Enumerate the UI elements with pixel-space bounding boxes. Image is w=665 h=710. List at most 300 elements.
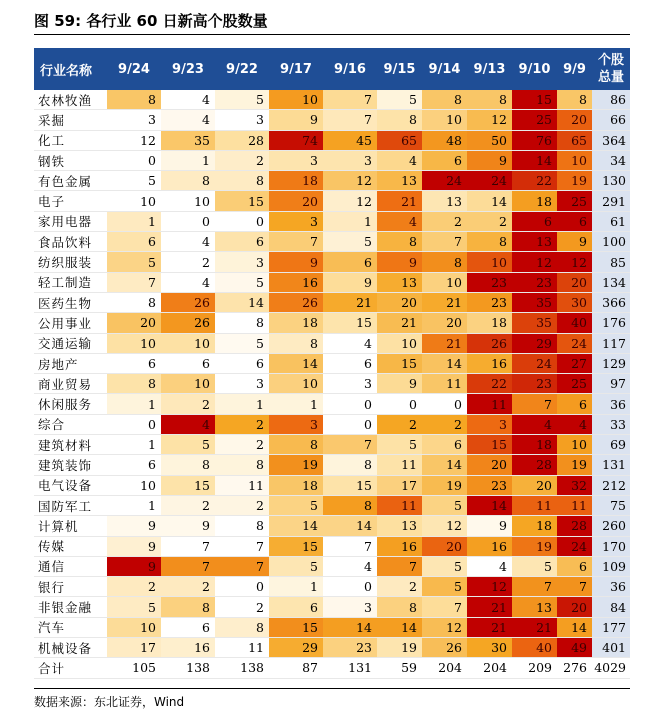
value-cell: 20 bbox=[557, 272, 592, 292]
industry-name: 农林牧渔 bbox=[34, 90, 107, 110]
value-cell: 13 bbox=[512, 597, 557, 617]
value-cell: 27 bbox=[557, 353, 592, 373]
total-cell: 36 bbox=[592, 394, 630, 414]
value-cell: 0 bbox=[215, 577, 269, 597]
value-cell: 8 bbox=[107, 374, 161, 394]
value-cell: 8 bbox=[215, 455, 269, 475]
value-cell: 3 bbox=[215, 252, 269, 272]
value-cell: 11 bbox=[215, 638, 269, 658]
value-cell: 5 bbox=[323, 232, 377, 252]
value-cell: 6 bbox=[107, 353, 161, 373]
value-cell: 8 bbox=[107, 90, 161, 110]
industry-name: 银行 bbox=[34, 577, 107, 597]
value-cell: 13 bbox=[422, 191, 467, 211]
total-cell: 212 bbox=[592, 475, 630, 495]
value-cell: 15 bbox=[323, 313, 377, 333]
value-cell: 8 bbox=[161, 171, 215, 191]
value-cell: 3 bbox=[215, 110, 269, 130]
value-cell: 4 bbox=[377, 211, 422, 231]
value-cell: 11 bbox=[467, 394, 512, 414]
date-header: 9/10 bbox=[512, 48, 557, 90]
table-row bbox=[34, 292, 630, 312]
value-cell: 9 bbox=[557, 232, 592, 252]
value-cell: 15 bbox=[512, 90, 557, 110]
value-cell: 5 bbox=[422, 577, 467, 597]
value-cell: 20 bbox=[557, 597, 592, 617]
value-cell: 26 bbox=[467, 333, 512, 353]
value-cell: 6 bbox=[557, 211, 592, 231]
table-row bbox=[34, 191, 630, 211]
value-cell: 49 bbox=[557, 638, 592, 658]
value-cell: 14 bbox=[269, 516, 323, 536]
value-cell: 0 bbox=[323, 414, 377, 434]
value-cell: 7 bbox=[107, 272, 161, 292]
value-cell: 2 bbox=[422, 211, 467, 231]
table-row bbox=[34, 130, 630, 150]
value-cell: 25 bbox=[557, 374, 592, 394]
total-cell: 176 bbox=[592, 313, 630, 333]
industry-name: 非银金融 bbox=[34, 597, 107, 617]
table-row bbox=[34, 556, 630, 576]
value-cell: 16 bbox=[467, 353, 512, 373]
value-cell: 16 bbox=[377, 536, 422, 556]
value-cell: 1 bbox=[107, 394, 161, 414]
value-cell: 14 bbox=[323, 516, 377, 536]
total-cell: 4029 bbox=[592, 658, 630, 678]
value-cell: 20 bbox=[377, 292, 422, 312]
value-cell: 2 bbox=[377, 577, 422, 597]
value-cell: 8 bbox=[323, 455, 377, 475]
total-cell: 109 bbox=[592, 556, 630, 576]
source-note: 数据来源：东北证券，Wind bbox=[34, 695, 185, 709]
value-cell: 8 bbox=[467, 90, 512, 110]
value-cell: 35 bbox=[512, 292, 557, 312]
value-cell: 8 bbox=[215, 313, 269, 333]
total-header: 个股总量 bbox=[592, 48, 630, 90]
value-cell: 35 bbox=[512, 313, 557, 333]
value-cell: 138 bbox=[215, 658, 269, 678]
total-cell: 364 bbox=[592, 130, 630, 150]
value-cell: 3 bbox=[323, 374, 377, 394]
value-cell: 24 bbox=[512, 353, 557, 373]
date-header: 9/14 bbox=[422, 48, 467, 90]
value-cell: 10 bbox=[161, 191, 215, 211]
value-cell: 10 bbox=[161, 333, 215, 353]
table-row bbox=[34, 414, 630, 434]
value-cell: 8 bbox=[215, 617, 269, 637]
value-cell: 4 bbox=[512, 414, 557, 434]
value-cell: 14 bbox=[467, 495, 512, 515]
value-cell: 5 bbox=[377, 435, 422, 455]
value-cell: 6 bbox=[161, 617, 215, 637]
total-cell: 177 bbox=[592, 617, 630, 637]
value-cell: 9 bbox=[107, 536, 161, 556]
total-cell: 61 bbox=[592, 211, 630, 231]
value-cell: 18 bbox=[467, 313, 512, 333]
value-cell: 65 bbox=[377, 130, 422, 150]
date-header: 9/9 bbox=[557, 48, 592, 90]
value-cell: 23 bbox=[467, 475, 512, 495]
value-cell: 23 bbox=[512, 374, 557, 394]
value-cell: 9 bbox=[377, 252, 422, 272]
value-cell: 28 bbox=[512, 455, 557, 475]
value-cell: 32 bbox=[557, 475, 592, 495]
table-row bbox=[34, 577, 630, 597]
value-cell: 59 bbox=[377, 658, 422, 678]
total-cell: 36 bbox=[592, 577, 630, 597]
value-cell: 0 bbox=[323, 577, 377, 597]
value-cell: 10 bbox=[107, 617, 161, 637]
title-rule bbox=[34, 34, 630, 35]
value-cell: 6 bbox=[215, 353, 269, 373]
value-cell: 19 bbox=[512, 536, 557, 556]
table-row bbox=[34, 313, 630, 333]
value-cell: 76 bbox=[512, 130, 557, 150]
value-cell: 1 bbox=[215, 394, 269, 414]
industry-name: 食品饮料 bbox=[34, 232, 107, 252]
value-cell: 22 bbox=[467, 374, 512, 394]
total-cell: 85 bbox=[592, 252, 630, 272]
value-cell: 8 bbox=[323, 495, 377, 515]
value-cell: 8 bbox=[422, 252, 467, 272]
value-cell: 21 bbox=[422, 333, 467, 353]
value-cell: 4 bbox=[161, 414, 215, 434]
value-cell: 3 bbox=[107, 110, 161, 130]
value-cell: 13 bbox=[377, 171, 422, 191]
industry-name: 计算机 bbox=[34, 516, 107, 536]
value-cell: 48 bbox=[422, 130, 467, 150]
value-cell: 9 bbox=[107, 516, 161, 536]
industry-name: 公用事业 bbox=[34, 313, 107, 333]
value-cell: 0 bbox=[377, 394, 422, 414]
value-cell: 6 bbox=[107, 455, 161, 475]
value-cell: 20 bbox=[467, 455, 512, 475]
table-row bbox=[34, 597, 630, 617]
value-cell: 7 bbox=[215, 536, 269, 556]
value-cell: 65 bbox=[557, 130, 592, 150]
value-cell: 6 bbox=[323, 252, 377, 272]
value-cell: 17 bbox=[377, 475, 422, 495]
value-cell: 8 bbox=[422, 90, 467, 110]
value-cell: 14 bbox=[467, 191, 512, 211]
table-row bbox=[34, 353, 630, 373]
value-cell: 10 bbox=[107, 333, 161, 353]
value-cell: 9 bbox=[107, 556, 161, 576]
industry-name: 化工 bbox=[34, 130, 107, 150]
value-cell: 204 bbox=[467, 658, 512, 678]
value-cell: 7 bbox=[557, 577, 592, 597]
value-cell: 20 bbox=[422, 536, 467, 556]
value-cell: 2 bbox=[215, 495, 269, 515]
table-row bbox=[34, 455, 630, 475]
value-cell: 8 bbox=[161, 455, 215, 475]
industry-name: 电子 bbox=[34, 191, 107, 211]
value-cell: 5 bbox=[107, 171, 161, 191]
value-cell: 4 bbox=[377, 150, 422, 170]
table-row bbox=[34, 617, 630, 637]
value-cell: 12 bbox=[323, 171, 377, 191]
value-cell: 6 bbox=[512, 211, 557, 231]
value-cell: 7 bbox=[323, 536, 377, 556]
value-cell: 1 bbox=[107, 495, 161, 515]
value-cell: 11 bbox=[215, 475, 269, 495]
total-cell: 117 bbox=[592, 333, 630, 353]
value-cell: 12 bbox=[512, 252, 557, 272]
value-cell: 8 bbox=[269, 435, 323, 455]
value-cell: 7 bbox=[269, 232, 323, 252]
value-cell: 5 bbox=[422, 556, 467, 576]
industry-name: 国防军工 bbox=[34, 495, 107, 515]
value-cell: 21 bbox=[512, 617, 557, 637]
value-cell: 11 bbox=[422, 374, 467, 394]
industry-name: 机械设备 bbox=[34, 638, 107, 658]
table-row bbox=[34, 516, 630, 536]
value-cell: 6 bbox=[269, 597, 323, 617]
industry-name: 医药生物 bbox=[34, 292, 107, 312]
value-cell: 10 bbox=[107, 191, 161, 211]
date-header: 9/23 bbox=[161, 48, 215, 90]
value-cell: 8 bbox=[557, 90, 592, 110]
value-cell: 8 bbox=[215, 516, 269, 536]
value-cell: 6 bbox=[422, 150, 467, 170]
value-cell: 87 bbox=[269, 658, 323, 678]
total-cell: 33 bbox=[592, 414, 630, 434]
value-cell: 0 bbox=[323, 394, 377, 414]
value-cell: 9 bbox=[269, 252, 323, 272]
value-cell: 105 bbox=[107, 658, 161, 678]
industry-name: 家用电器 bbox=[34, 211, 107, 231]
value-cell: 5 bbox=[215, 333, 269, 353]
value-cell: 14 bbox=[422, 353, 467, 373]
value-cell: 2 bbox=[377, 414, 422, 434]
value-cell: 4 bbox=[161, 110, 215, 130]
value-cell: 28 bbox=[215, 130, 269, 150]
value-cell: 6 bbox=[557, 394, 592, 414]
value-cell: 8 bbox=[269, 333, 323, 353]
value-cell: 10 bbox=[107, 475, 161, 495]
value-cell: 3 bbox=[215, 374, 269, 394]
industry-name: 合计 bbox=[34, 658, 107, 678]
value-cell: 7 bbox=[323, 90, 377, 110]
table-row bbox=[34, 211, 630, 231]
value-cell: 7 bbox=[161, 536, 215, 556]
value-cell: 9 bbox=[377, 374, 422, 394]
total-cell: 134 bbox=[592, 272, 630, 292]
value-cell: 15 bbox=[377, 353, 422, 373]
total-cell: 131 bbox=[592, 455, 630, 475]
total-cell: 260 bbox=[592, 516, 630, 536]
value-cell: 4 bbox=[161, 232, 215, 252]
value-cell: 14 bbox=[269, 353, 323, 373]
value-cell: 23 bbox=[467, 272, 512, 292]
value-cell: 11 bbox=[377, 455, 422, 475]
value-cell: 10 bbox=[557, 150, 592, 170]
value-cell: 15 bbox=[467, 435, 512, 455]
value-cell: 1 bbox=[161, 150, 215, 170]
value-cell: 8 bbox=[377, 110, 422, 130]
value-cell: 10 bbox=[422, 272, 467, 292]
value-cell: 29 bbox=[269, 638, 323, 658]
value-cell: 4 bbox=[467, 556, 512, 576]
value-cell: 2 bbox=[215, 414, 269, 434]
value-cell: 5 bbox=[161, 435, 215, 455]
value-cell: 7 bbox=[215, 556, 269, 576]
industry-name: 商业贸易 bbox=[34, 374, 107, 394]
value-cell: 7 bbox=[161, 556, 215, 576]
value-cell: 8 bbox=[377, 232, 422, 252]
value-cell: 13 bbox=[377, 516, 422, 536]
value-cell: 9 bbox=[467, 150, 512, 170]
value-cell: 7 bbox=[377, 556, 422, 576]
value-cell: 12 bbox=[323, 191, 377, 211]
value-cell: 1 bbox=[269, 394, 323, 414]
value-cell: 28 bbox=[557, 516, 592, 536]
value-cell: 29 bbox=[512, 333, 557, 353]
date-header: 9/15 bbox=[377, 48, 422, 90]
value-cell: 8 bbox=[467, 232, 512, 252]
value-cell: 6 bbox=[161, 353, 215, 373]
industry-name: 钢铁 bbox=[34, 150, 107, 170]
industry-name: 建筑材料 bbox=[34, 435, 107, 455]
value-cell: 23 bbox=[323, 638, 377, 658]
value-cell: 8 bbox=[215, 171, 269, 191]
value-cell: 22 bbox=[512, 171, 557, 191]
industry-name: 建筑装饰 bbox=[34, 455, 107, 475]
table-row bbox=[34, 333, 630, 353]
value-cell: 2 bbox=[161, 495, 215, 515]
value-cell: 7 bbox=[512, 577, 557, 597]
value-cell: 19 bbox=[557, 171, 592, 191]
value-cell: 1 bbox=[323, 211, 377, 231]
value-cell: 12 bbox=[467, 110, 512, 130]
value-cell: 19 bbox=[269, 455, 323, 475]
value-cell: 7 bbox=[422, 597, 467, 617]
value-cell: 2 bbox=[467, 211, 512, 231]
value-cell: 3 bbox=[269, 150, 323, 170]
value-cell: 21 bbox=[377, 313, 422, 333]
value-cell: 14 bbox=[422, 455, 467, 475]
value-cell: 2 bbox=[161, 577, 215, 597]
value-cell: 19 bbox=[422, 475, 467, 495]
value-cell: 18 bbox=[512, 191, 557, 211]
value-cell: 10 bbox=[161, 374, 215, 394]
value-cell: 8 bbox=[377, 597, 422, 617]
total-cell: 69 bbox=[592, 435, 630, 455]
industry-name: 房地产 bbox=[34, 353, 107, 373]
value-cell: 8 bbox=[161, 597, 215, 617]
value-cell: 7 bbox=[323, 435, 377, 455]
value-cell: 4 bbox=[161, 90, 215, 110]
value-cell: 0 bbox=[161, 211, 215, 231]
table-row bbox=[34, 638, 630, 658]
industry-name: 采掘 bbox=[34, 110, 107, 130]
date-header: 9/16 bbox=[323, 48, 377, 90]
header-row bbox=[34, 48, 630, 90]
value-cell: 14 bbox=[215, 292, 269, 312]
value-cell: 11 bbox=[377, 495, 422, 515]
table-body bbox=[34, 90, 630, 678]
value-cell: 10 bbox=[269, 90, 323, 110]
value-cell: 45 bbox=[323, 130, 377, 150]
value-cell: 20 bbox=[107, 313, 161, 333]
value-cell: 10 bbox=[422, 110, 467, 130]
table-row bbox=[34, 536, 630, 556]
value-cell: 1 bbox=[269, 577, 323, 597]
value-cell: 15 bbox=[269, 617, 323, 637]
value-cell: 6 bbox=[323, 353, 377, 373]
value-cell: 30 bbox=[467, 638, 512, 658]
value-cell: 12 bbox=[107, 130, 161, 150]
date-header: 9/13 bbox=[467, 48, 512, 90]
total-cell: 366 bbox=[592, 292, 630, 312]
value-cell: 2 bbox=[161, 252, 215, 272]
value-cell: 17 bbox=[107, 638, 161, 658]
value-cell: 9 bbox=[161, 516, 215, 536]
table-row bbox=[34, 435, 630, 455]
value-cell: 26 bbox=[422, 638, 467, 658]
value-cell: 21 bbox=[323, 292, 377, 312]
value-cell: 16 bbox=[161, 638, 215, 658]
industry-name: 汽车 bbox=[34, 617, 107, 637]
value-cell: 26 bbox=[269, 292, 323, 312]
industry-name: 有色金属 bbox=[34, 171, 107, 191]
value-cell: 5 bbox=[215, 90, 269, 110]
value-cell: 16 bbox=[269, 272, 323, 292]
value-cell: 1 bbox=[107, 211, 161, 231]
value-cell: 204 bbox=[422, 658, 467, 678]
value-cell: 6 bbox=[557, 556, 592, 576]
value-cell: 3 bbox=[467, 414, 512, 434]
value-cell: 5 bbox=[215, 272, 269, 292]
value-cell: 15 bbox=[161, 475, 215, 495]
table-row bbox=[34, 232, 630, 252]
value-cell: 35 bbox=[161, 130, 215, 150]
total-cell: 170 bbox=[592, 536, 630, 556]
value-cell: 24 bbox=[557, 333, 592, 353]
value-cell: 5 bbox=[269, 495, 323, 515]
value-cell: 18 bbox=[269, 313, 323, 333]
value-cell: 30 bbox=[557, 292, 592, 312]
industry-name: 电气设备 bbox=[34, 475, 107, 495]
value-cell: 276 bbox=[557, 658, 592, 678]
value-cell: 13 bbox=[377, 272, 422, 292]
value-cell: 2 bbox=[422, 414, 467, 434]
industry-name: 通信 bbox=[34, 556, 107, 576]
value-cell: 15 bbox=[323, 475, 377, 495]
total-cell: 129 bbox=[592, 353, 630, 373]
value-cell: 24 bbox=[422, 171, 467, 191]
value-cell: 7 bbox=[422, 232, 467, 252]
value-cell: 4 bbox=[557, 414, 592, 434]
total-cell: 100 bbox=[592, 232, 630, 252]
value-cell: 50 bbox=[467, 130, 512, 150]
value-cell: 12 bbox=[422, 617, 467, 637]
value-cell: 9 bbox=[323, 272, 377, 292]
date-header: 9/17 bbox=[269, 48, 323, 90]
value-cell: 1 bbox=[107, 435, 161, 455]
value-cell: 23 bbox=[512, 272, 557, 292]
total-cell: 84 bbox=[592, 597, 630, 617]
value-cell: 12 bbox=[557, 252, 592, 272]
value-cell: 25 bbox=[512, 110, 557, 130]
value-cell: 5 bbox=[107, 252, 161, 272]
value-cell: 10 bbox=[467, 252, 512, 272]
value-cell: 20 bbox=[269, 191, 323, 211]
value-cell: 19 bbox=[557, 455, 592, 475]
value-cell: 2 bbox=[215, 435, 269, 455]
sum-row bbox=[34, 658, 630, 678]
value-cell: 8 bbox=[107, 292, 161, 312]
